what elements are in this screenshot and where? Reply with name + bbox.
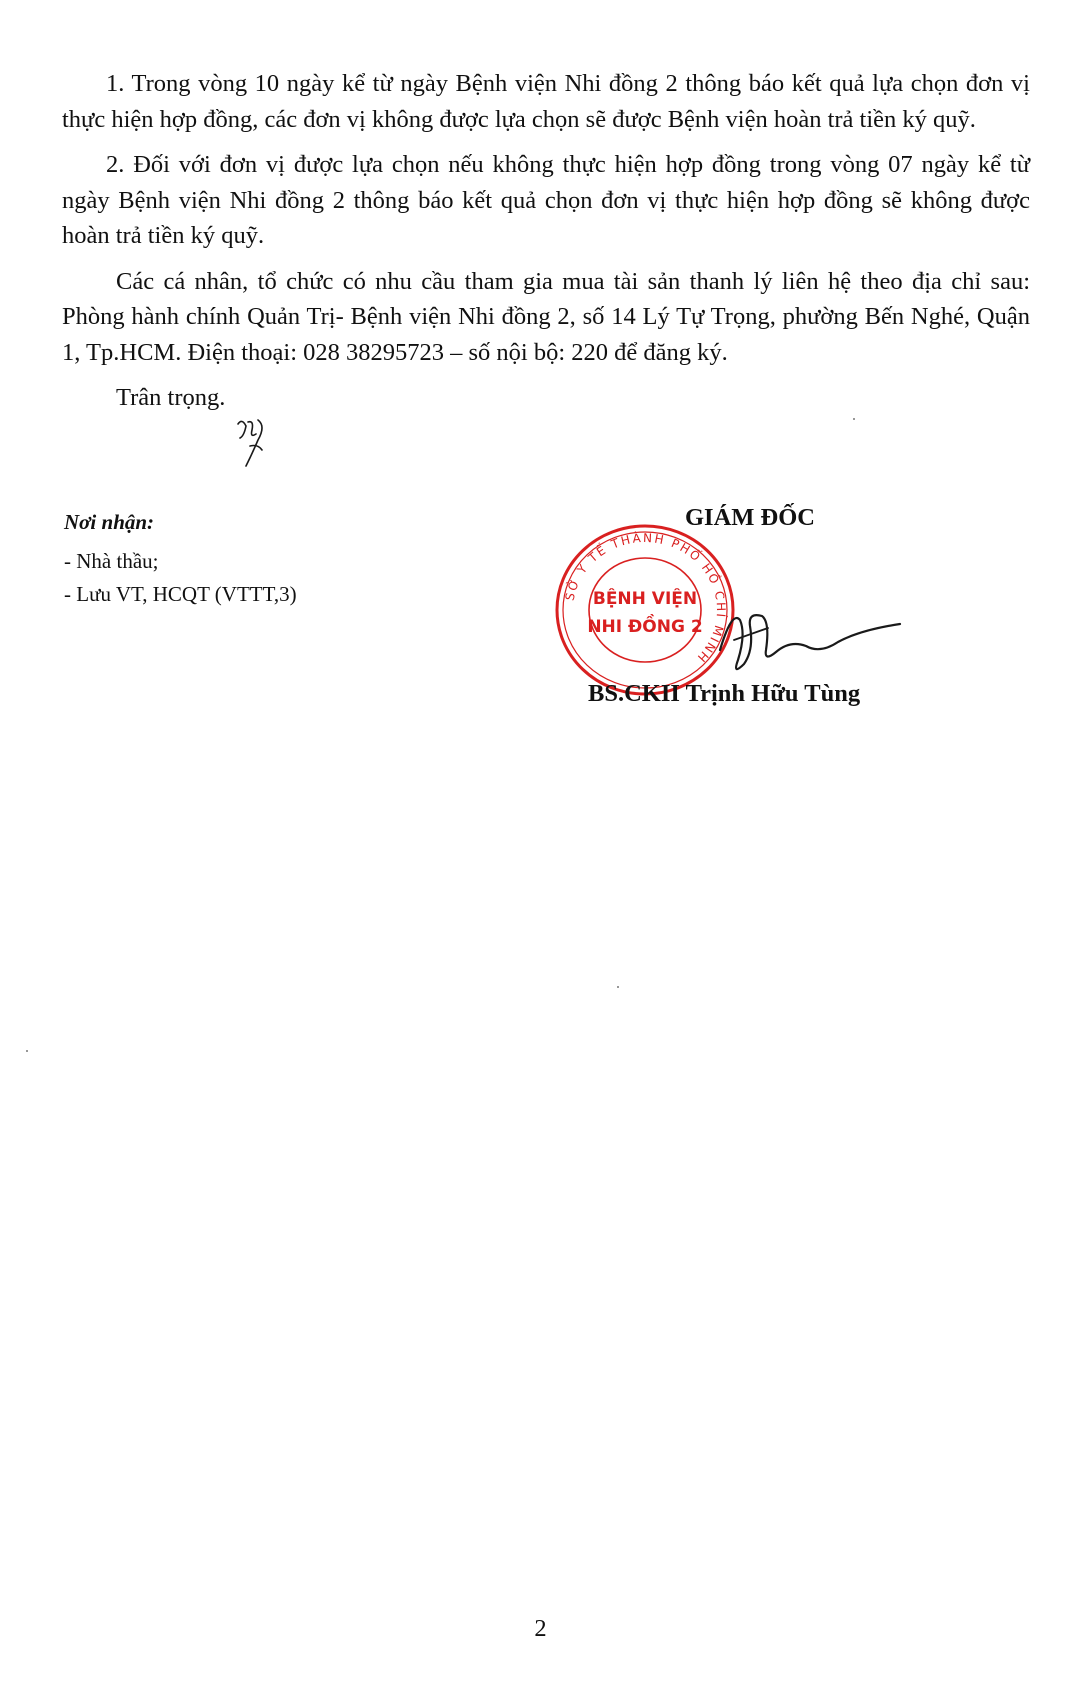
recipient-item: - Lưu VT, HCQT (VTTT,3) <box>64 582 297 606</box>
scan-speck <box>26 1050 28 1052</box>
svg-text:BỆNH VIỆN: BỆNH VIỆN <box>592 589 698 609</box>
scan-speck <box>853 418 855 420</box>
document-body <box>62 66 1030 416</box>
recipients-block <box>64 506 297 611</box>
svg-text:SỞ Y TẾ THÀNH PHỐ HỒ CHÍ MINH: SỞ Y TẾ THÀNH PHỐ HỒ CHÍ MINH <box>562 530 729 667</box>
initial-mark-icon <box>232 416 272 472</box>
scan-speck <box>617 986 619 988</box>
signer-name: BS.CKII Trịnh Hữu Tùng <box>588 680 861 707</box>
signer-title: GIÁM ĐỐC <box>685 504 815 531</box>
paragraph-refund-selected: 2. Đối với đơn vị được lựa chọn nếu không thực hiện hợp đồng trong vòng 07 ngày kể từ ngày Bệnh viện Nhi đồng 2 thông báo kết quả chọn đơn vị thực hiện hợp đồng sẽ không được hoàn trả tiền ký quỹ. <box>62 151 1030 249</box>
page-number: 2 <box>534 1615 547 1642</box>
closing-greeting: Trân trọng. <box>116 384 226 411</box>
handwritten-signature-icon <box>710 580 910 680</box>
paragraph-refund-unselected: 1. Trong vòng 10 ngày kể từ ngày Bệnh viện Nhi đồng 2 thông báo kết quả lựa chọn đơn vị thực hiện hợp đồng, các đơn vị không được lựa chọn sẽ được Bệnh viện hoàn trả tiền ký quỹ. <box>62 70 1030 133</box>
signature-block <box>560 500 960 730</box>
paragraph-contact-info: Các cá nhân, tổ chức có nhu cầu tham gia mua tài sản thanh lý liên hệ theo địa chỉ sau: Phòng hành chính Quản Trị- Bệnh viện Nhi đồng 2, số 14 Lý Tự Trọng, phường Bến Nghé, Quận 1, Tp.HCM. Điện thoại: 028 38295723 – số nội bộ: 220 để đăng ký. <box>62 267 1030 366</box>
recipients-label: Nơi nhận: <box>64 510 155 534</box>
svg-text:NHI ĐỒNG 2: NHI ĐỒNG 2 <box>587 617 703 637</box>
recipient-item: - Nhà thầu; <box>64 549 159 573</box>
